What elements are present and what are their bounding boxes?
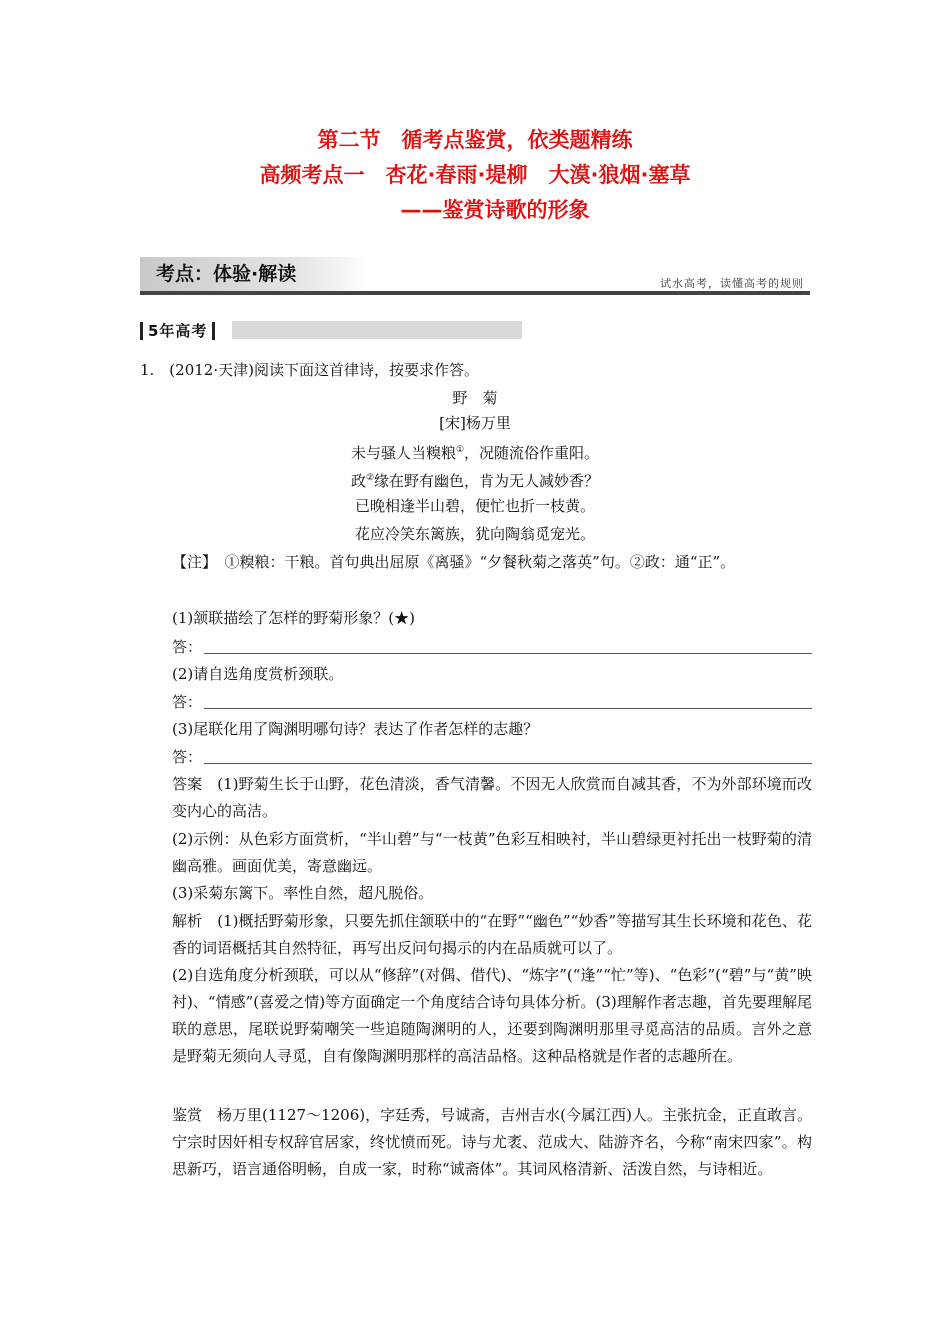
answer-underline (204, 653, 812, 654)
poem-note: 【注】 ①糗粮：干粮。首句典出屈原《离骚》“夕餐秋菊之落英”句。②政：通“正”。 (172, 553, 736, 571)
banner-slogan: 试水高考，读懂高考的规则 (660, 277, 804, 290)
poem-line: 花应冷笑东篱族，犹向陶翁觅宠光。 (354, 525, 595, 543)
answer-underline (204, 708, 812, 709)
banner-label: 考点：体验·解读 (140, 257, 370, 291)
analysis-block-2: (2)自选角度分析颈联，可以从“修辞”(对偶、借代)、“炼字”(“逢”“忙”等)、“色彩”(“碧”与“黄”映衬)、“情感”(喜爱之情)等方面确定一个角度结合诗句具体分析。(3)理解作者志趣，首先要理解尾联的意思，尾联说野菊嘲笑一些追随陶渊明的人，还要到陶渊明那里寻觅高洁的品质。言外之意是野菊无须向人寻觅，自有像陶渊明那样的高洁品格。这种品格就是作者的志趣所在。 (172, 966, 812, 1065)
analysis-block-1: 解析 (1)概括野菊形象，只要先抓住颔联中的“在野”“幽色”“妙香”等描写其生长环境和花色、花香的词语概括其自然特征，再写出反问句揭示的内在品质就可以了。 (172, 912, 812, 957)
bar-right (212, 322, 215, 340)
answer-underline (204, 763, 812, 764)
sub-question-3: (3)尾联化用了陶渊明哪句诗？表达了作者怎样的志趣？ (172, 720, 539, 738)
answer-label: 答： (172, 638, 203, 656)
answer-block-2: (2)示例：从色彩方面赏析，“半山碧”与“一枝黄”色彩互相映衬，半山碧绿更衬托出一枝野菊的清幽高雅。画面优美，寄意幽远。 (172, 830, 812, 875)
sub-question-1: (1)颔联描绘了怎样的野菊形象？(★) (172, 609, 415, 627)
answer-block-3: (3)采菊东篱下。率性自然，超凡脱俗。 (172, 884, 434, 902)
appreciation-block: 鉴赏 杨万里(1127～1206)，字廷秀，号诚斋，吉州吉水(今属江西)人。主张抗金，正直敢言。宁宗时因奸相专权辞官居家，终忧愤而死。诗与尤袤、范成大、陆游齐名，今称“南宋四家”。构思新巧，语言通俗明畅，自成一家，时称“诚斋体”。其词风格清新、活泼自然，与诗相近。 (172, 1106, 812, 1178)
subsection-shade (232, 321, 522, 339)
poem-line: 未与骚人当糗粮①，况随流俗作重阳。 (350, 444, 600, 462)
section-title: 第二节 循考点鉴赏，依类题精练 (317, 128, 633, 152)
banner-rule (140, 291, 810, 295)
topic-title: 高频考点一 杏花·春雨·堤柳 大漠·狼烟·塞草 (259, 163, 691, 187)
subsection-label: 5年高考 (148, 322, 208, 340)
answer-block-1: 答案 (1)野菊生长于山野，花色清淡，香气清馨。不因无人欣赏而自减其香，不为外部环境而改变内心的高洁。 (172, 775, 812, 820)
poem-title: 野 菊 (452, 389, 498, 407)
answer-line-3 (172, 746, 812, 766)
sub-question-2: (2)请自选角度赏析颈联。 (172, 665, 344, 683)
question-intro: 1. (2012·天津)阅读下面这首律诗，按要求作答。 (140, 361, 479, 379)
poem-line: 政②缘在野有幽色，肯为无人减妙香？ (350, 472, 600, 490)
poem-line: 已晚相逢半山碧，便忙也折一枝黄。 (354, 497, 595, 515)
subsection-header (140, 320, 522, 340)
answer-line-1 (172, 636, 812, 656)
poem-author: [宋]杨万里 (439, 414, 511, 432)
topic-subtitle: ——鉴赏诗歌的形象 (400, 198, 590, 222)
answer-line-2 (172, 691, 812, 711)
answer-label: 答： (172, 748, 203, 766)
answer-label: 答： (172, 693, 203, 711)
section-banner (140, 257, 810, 297)
bar-left (140, 322, 143, 340)
